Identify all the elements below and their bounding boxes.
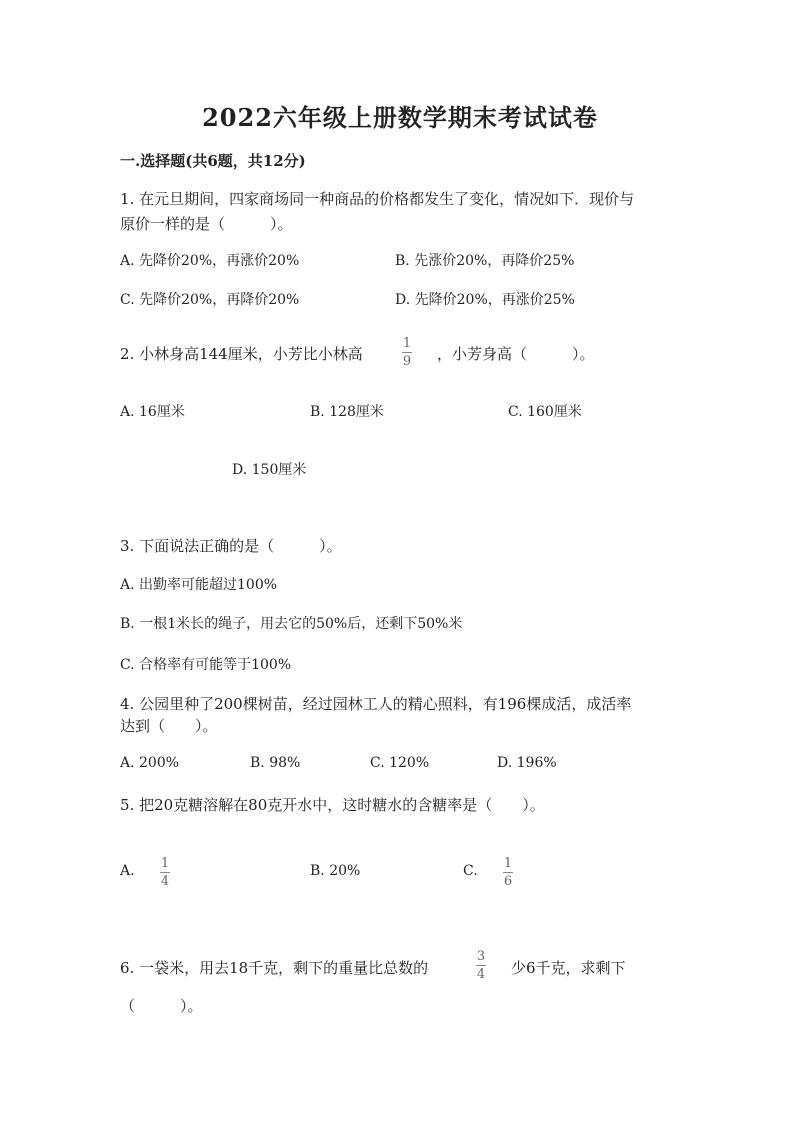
fraction-numerator: 1 bbox=[503, 856, 513, 871]
question-text: （ ）。 bbox=[120, 997, 203, 1015]
fraction-denominator: 4 bbox=[476, 967, 486, 982]
option-c: C. 合格率有可能等于100% bbox=[120, 657, 292, 673]
fraction-bar bbox=[476, 965, 486, 966]
option-a: A. 先降价20%，再涨价20% bbox=[120, 253, 300, 269]
fraction-denominator: 6 bbox=[503, 874, 513, 889]
question-text: ，小芳身高（ ）。 bbox=[437, 345, 595, 363]
question-text: 5. 把20克糖溶解在80克开水中，这时糖水的含糖率是（ ）。 bbox=[120, 796, 545, 814]
option-a: A. bbox=[120, 863, 135, 879]
option-a: A. 出勤率可能超过100% bbox=[120, 577, 278, 593]
fraction-numerator: 1 bbox=[160, 856, 170, 871]
fraction bbox=[503, 856, 513, 889]
fraction bbox=[476, 949, 486, 982]
question-text: 达到（ ）。 bbox=[120, 717, 218, 735]
question-text: 6. 一袋米，用去18千克，剩下的重量比总数的 bbox=[120, 959, 429, 977]
option-d: D. 先降价20%，再涨价25% bbox=[395, 292, 575, 308]
option-c: C. 160厘米 bbox=[508, 404, 582, 420]
option-c: C. 120% bbox=[370, 755, 430, 771]
option-a: A. 16厘米 bbox=[120, 404, 185, 420]
section-heading: 一.选择题(共6题，共12分) bbox=[120, 152, 306, 170]
option-b: B. 一根1米长的绳子，用去它的50%后，还剩下50%米 bbox=[120, 616, 463, 632]
question-text: 原价一样的是（ ）。 bbox=[120, 215, 293, 233]
fraction-bar bbox=[160, 872, 170, 873]
fraction bbox=[160, 856, 170, 889]
fraction-numerator: 3 bbox=[476, 949, 486, 964]
question-text: 少6千克，求剩下 bbox=[511, 959, 626, 977]
option-b: B. 20% bbox=[310, 863, 361, 879]
question-text: 2. 小林身高144厘米，小芳比小林高 bbox=[120, 345, 363, 363]
option-b: B. 先涨价20%，再降价25% bbox=[395, 253, 575, 269]
page-title: 2022六年级上册数学期末考试试卷 bbox=[202, 103, 598, 132]
fraction-bar bbox=[503, 872, 513, 873]
fraction-numerator: 1 bbox=[402, 336, 412, 351]
fraction bbox=[402, 336, 412, 369]
option-d: D. 150厘米 bbox=[232, 462, 307, 478]
option-c: C. bbox=[463, 863, 478, 879]
question-text: 3. 下面说法正确的是（ ）。 bbox=[120, 537, 342, 555]
fraction-bar bbox=[402, 352, 412, 353]
option-d: D. 196% bbox=[497, 755, 557, 771]
option-c: C. 先降价20%，再降价20% bbox=[120, 292, 300, 308]
question-text: 1. 在元旦期间，四家商场同一种商品的价格都发生了变化，情况如下．现价与 bbox=[120, 190, 635, 208]
fraction-denominator: 4 bbox=[160, 874, 170, 889]
fraction-denominator: 9 bbox=[402, 354, 412, 369]
option-a: A. 200% bbox=[120, 755, 180, 771]
option-b: B. 98% bbox=[250, 755, 301, 771]
question-text: 4. 公园里种了200棵树苗，经过园林工人的精心照料，有196棵成活，成活率 bbox=[120, 695, 632, 713]
option-b: B. 128厘米 bbox=[310, 404, 384, 420]
